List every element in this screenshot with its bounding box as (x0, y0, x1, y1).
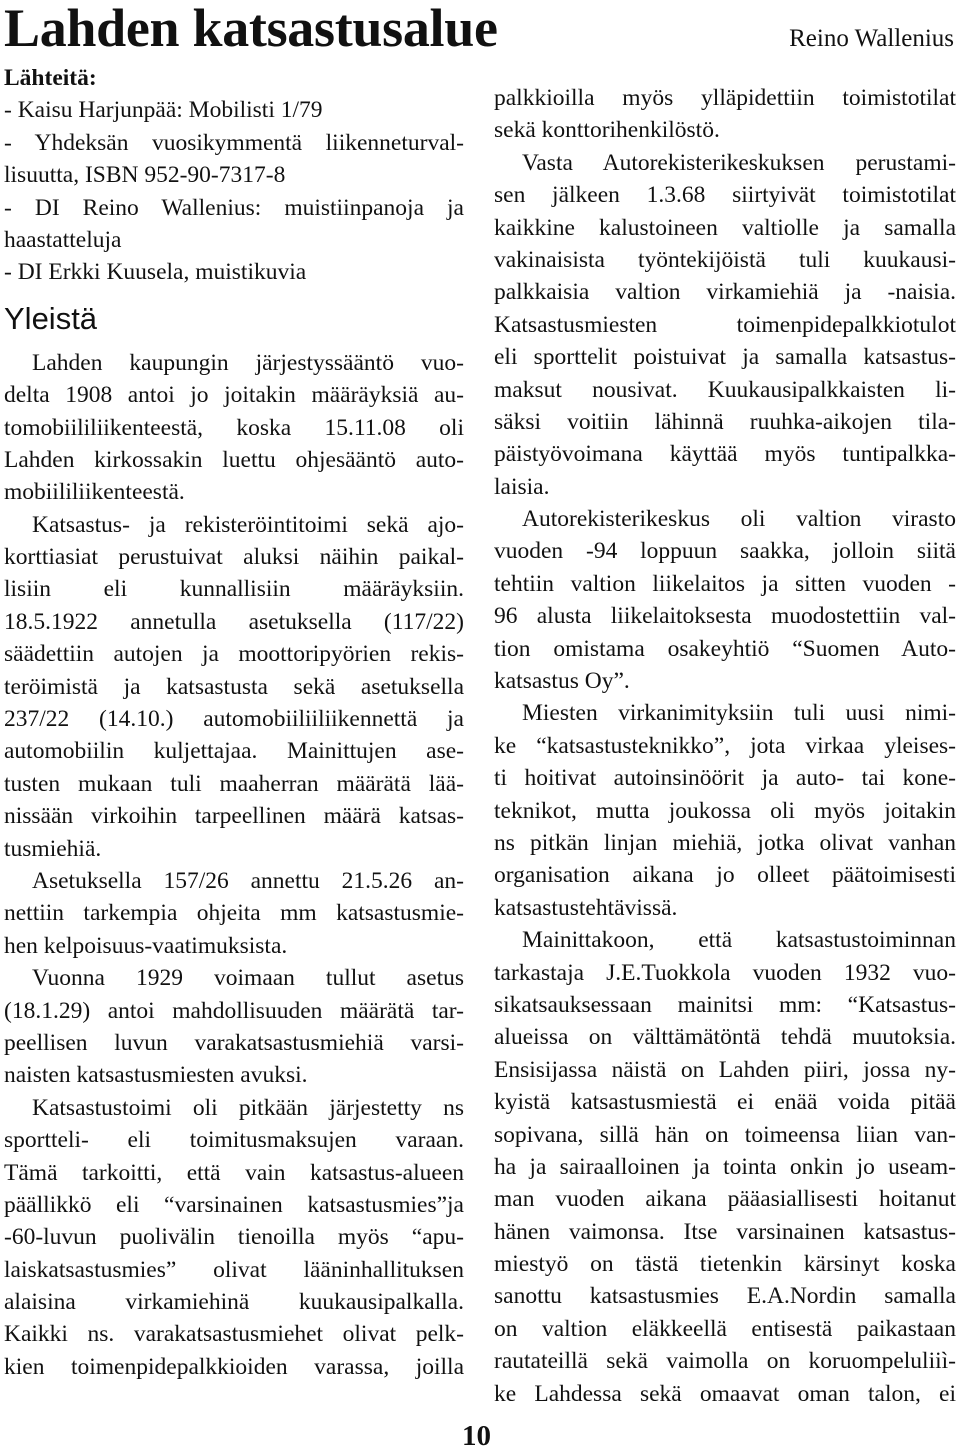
page-number: 10 (462, 1420, 491, 1452)
body-line: ke “katsastusteknikko”, jota virkaa yleises- (494, 732, 956, 759)
body-line: Asetuksella 157/26 annettu 21.5.26 an- (32, 867, 464, 894)
body-line: tusten mukaan tuli maaherran määrätä lää- (4, 770, 464, 797)
body-line: päistyövoimana käyttää myös tuntipalkka- (494, 441, 956, 468)
body-line: Katsastustoimi oli pitkään järjestetty ns (32, 1094, 464, 1121)
source-line: haastatteluja (4, 226, 122, 253)
left-column (4, 62, 464, 1383)
section-heading: Yleistä (4, 300, 98, 336)
body-line: 18.5.1922 annetulla asetuksella (117/22) (4, 608, 464, 635)
body-line: Vuonna 1929 voimaan tullut asetus (32, 965, 464, 992)
body-line: tomobiililiikenteestä, koska 15.11.08 oli (4, 414, 464, 441)
body-line: laiskatsastusmies” olivat lääninhallituksen (4, 1256, 464, 1283)
body-line: teröimistä ja katsastusta sekä asetuksella (4, 673, 464, 700)
body-line: (18.1.29) antoi mahdollisuuden määrätä tar- (4, 997, 464, 1024)
body-line: Tämä tarkoitti, että vain katsastus-alueen (4, 1159, 464, 1186)
body-line: sportteli- eli toimitusmaksujen varaan. (4, 1127, 464, 1154)
body-line: Mainittakoon, että katsastustoiminnan (522, 927, 956, 954)
body-line: Katsastus- ja rekisteröintitoimi sekä ajo- (32, 511, 464, 538)
body-line: organisation aikana jo olleet päätoimisesti (494, 862, 956, 889)
sources-heading: Lähteitä: (4, 65, 97, 91)
body-line: korttiasiat perustuivat aluksi näihin paikal- (4, 544, 464, 571)
article-title: Lahden katsastusalue (4, 0, 498, 58)
source-line: - Yhdeksän vuosikymmentä liikenneturval- (4, 129, 464, 156)
body-line: vakinaisista työntekijöistä tuli kuukausi- (494, 246, 956, 273)
body-line: katsastus Oy”. (494, 668, 630, 695)
body-line: Autorekisterikeskus oli valtion virasto (522, 506, 956, 533)
source-line: - DI Reino Wallenius: muistiinpanoja ja (4, 194, 464, 221)
body-line: kyistä katsastusmiestä ei enää voida pitää (494, 1089, 956, 1116)
body-line: sanottu katsastusmies E.A.Nordin samalla (494, 1283, 956, 1310)
body-line: naisten katsastusmiesten avuksi. (4, 1062, 308, 1089)
body-line: palkkaisia valtion virkamiehiä ja -naisia. (494, 279, 956, 306)
body-line: alaisina virkamiehinä kuukausipalkalla. (4, 1289, 464, 1316)
body-line: tion omistama osakeyhtiö “Suomen Auto- (494, 635, 956, 662)
body-line: Lahden kirkossakin luettu ohjesääntö auto- (4, 446, 464, 473)
body-line: tehtiin valtion liikelaitos ja sitten vuoden - (494, 570, 956, 597)
author-name: Reino Wallenius (789, 25, 954, 52)
body-line: katsastustehtävissä. (494, 894, 678, 921)
body-line: peellisen luvun varakatsastusmiehiä varsi- (4, 1029, 464, 1056)
body-line: kaikkine kalustoineen valtiolle ja samalla (494, 214, 956, 241)
body-line: automobiilin kuljettajaa. Mainittujen ase- (4, 738, 464, 765)
body-line: nettiin tarkempia ohjeita mm katsastusmie- (4, 900, 464, 927)
body-line: säädettiin autojen ja moottoripyörien rekis- (4, 641, 464, 668)
body-line: säksi voitiin lähinnä ruuhka-aikojen tila- (494, 408, 956, 435)
body-line: laisia. (494, 473, 550, 500)
body-line: sen jälkeen 1.3.68 siirtyivät toimistotilat (494, 182, 956, 209)
body-line: vuoden -94 loppuun saakka, jolloin siitä (494, 538, 956, 565)
body-line: ti hoitivat autoinsinöörit ja auto- tai kone- (494, 765, 956, 792)
body-line: Katsastusmiesten toimenpidepalkkiotulot (494, 311, 956, 338)
body-line: eli sporttelit poistuivat ja samalla katsastus- (494, 344, 956, 371)
body-line: sekä konttorihenkilöstö. (494, 117, 720, 144)
body-line: nissään virkoihin tarpeellinen määrä katsas- (4, 803, 464, 830)
source-line: - DI Erkki Kuusela, muistikuvia (4, 259, 307, 286)
body-line: -60-luvun puolivälin tienoilla myös “apu- (4, 1224, 464, 1251)
body-line: ke Lahdessa sekä omaavat oman talon, ei (494, 1380, 956, 1407)
body-line: hänen vaimonsa. Itse varsinainen katsastus- (494, 1218, 956, 1245)
body-line: päällikkö eli “varsinainen katsastusmies”ja (4, 1191, 464, 1218)
body-line: tusmiehiä. (4, 835, 102, 862)
source-line: lisuutta, ISBN 952-90-7317-8 (4, 162, 286, 189)
right-column (494, 82, 956, 1410)
body-line: teknikot, mutta joukossa oli myös joitakin (494, 797, 956, 824)
body-line: hen kelpoisuus-vaatimuksista. (4, 932, 288, 959)
body-line: kien toimenpidepalkkioiden varassa, joilla (4, 1353, 464, 1380)
body-line: ns pitkän linjan miehiä, jotka olivat vanhan (494, 829, 956, 856)
body-line: miestyö on tästä tietenkin kärsinyt koska (494, 1251, 956, 1278)
body-line: ha ja sairaalloinen ja tointa onkin jo useam- (494, 1153, 956, 1180)
body-line: maksut nousivat. Kuukausipalkkaisten li- (494, 376, 956, 403)
body-line: Ensisijassa näistä on Lahden piiri, jossa ny- (494, 1056, 956, 1083)
body-line: alueissa on välttämätöntä tehdä muutoksia. (494, 1024, 956, 1051)
body-line: mobiililiikenteestä. (4, 479, 185, 506)
body-line: 237/22 (14.10.) automobiiliiliikennettä ja (4, 706, 464, 733)
body-line: palkkioilla myös ylläpidettiin toimistotilat (494, 85, 956, 111)
body-line: Miesten virkanimityksiin tuli uusi nimi- (522, 700, 956, 727)
body-line: lisiin eli kunnallisiin määräyksiin. (4, 576, 464, 603)
body-line: delta 1908 antoi jo joitakin määräyksiä au- (4, 382, 464, 409)
body-line: 96 alusta liikelaitoksesta muodostettiin val- (494, 603, 956, 630)
source-line: - Kaisu Harjunpää: Mobilisti 1/79 (4, 97, 323, 124)
body-line: Vasta Autorekisterikeskuksen perustami- (522, 149, 956, 176)
body-line: sikatsauksessaan mainitsi mm: “Katsastus- (494, 991, 956, 1018)
body-line: Kaikki ns. varakatsastusmiehet olivat pelk- (4, 1321, 464, 1348)
body-line: on valtion eläkkeellä entisestä paikastaan (494, 1315, 956, 1342)
body-line: rautateillä sekä vaimolla on koruompeluliiì- (494, 1348, 956, 1375)
body-line: Lahden kaupungin järjestyssääntö vuo- (32, 349, 464, 376)
body-line: man vuoden aikana pääasiallisesti hoitanut (494, 1186, 956, 1213)
body-line: tarkastaja J.E.Tuokkola vuoden 1932 vuo- (494, 959, 956, 986)
body-line: sopivana, sillä hän on toimeensa liian van- (494, 1121, 956, 1148)
